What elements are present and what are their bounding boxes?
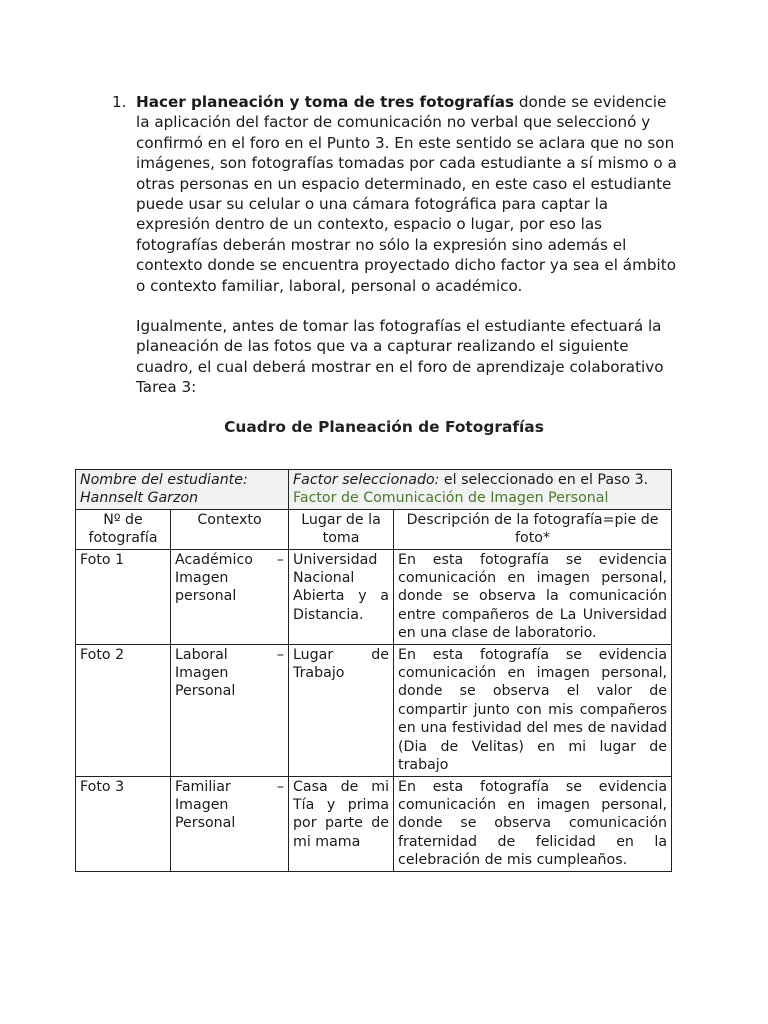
paragraph-instructions [136,92,682,296]
planning-table [75,469,672,872]
table-title: Cuadro de Planeación de Fotografías [224,418,544,436]
list-item-1 [112,92,682,398]
paragraph-planning: Igualmente, antes de tomar las fotografías el estudiante efectuará la planeación de las fotos que va a capturar realizando el siguiente cuadro, el cual deberá mostrar en el foro de aprendizaje colaborativo Tarea 3: [136,317,664,397]
foto-cell: Foto 2 [76,644,171,776]
foto-cell: Foto 3 [76,776,171,871]
column-header-lugar: Lugar de la toma [289,509,394,549]
descripcion-cell: En esta fotografía se evidencia comunicación en imagen personal, donde se observa la comunicación entre compañeros de La Universidad en una clase de laboratorio. [394,549,672,644]
column-header-foto: Nº de fotografía [76,509,171,549]
contexto-cell: Laboral – Imagen Personal [171,644,289,776]
factor-label: Factor seleccionado: [293,472,440,488]
descripcion-cell: En esta fotografía se evidencia comunicación en imagen personal, donde se observa el valor de compartir junto con mis compañeros en una festividad del mes de navidad (Dia de Velitas) en mi lugar de trabajo [394,644,672,776]
list-number: 1. [112,93,127,111]
student-name-cell: Nombre del estudiante: Hannselt Garzon [76,470,289,510]
list-item-body [136,92,682,398]
table-row [76,549,672,644]
column-header-descripcion: Descripción de la fotografía=pie de foto* [394,509,672,549]
factor-rest: el seleccionado en el Paso 3. [439,472,649,488]
table-header-row [76,470,672,510]
column-header-contexto: Contexto [171,509,289,549]
factor-cell [289,470,672,510]
foto-cell: Foto 1 [76,549,171,644]
lugar-cell: Casa de mi Tía y prima por parte de mi mama [289,776,394,871]
table-row [76,644,672,776]
factor-value: Factor de Comunicación de Imagen Personal [293,490,609,507]
table-column-headers [76,509,672,549]
descripcion-cell: En esta fotografía se evidencia comunicación en imagen personal, donde se observa comunicación fraternidad de felicidad en la celebración de mis cumpleaños. [394,776,672,871]
contexto-cell: Académico – Imagen personal [171,549,289,644]
lugar-cell: Lugar de Trabajo [289,644,394,776]
paragraph-instructions-text: donde se evidencie la aplicación del factor de comunicación no verbal que seleccionó y confirmó en el foro en el Punto 3. En este sentido se aclara que no son imágenes, son fotografías tomadas por cada estudiante a sí mismo o a otras personas en un espacio determinado, en este caso el estudiante puede usar su celular o una cámara fotográfica para captar la expresión dentro de un contexto, espacio o lugar, por eso las fotografías deberán mostrar no sólo la expresión sino además el contexto donde se encuentra proyectado dicho factor ya sea el ámbito o contexto familiar, laboral, personal o académico. [136,93,677,295]
table-row [76,776,672,871]
bold-lead: Hacer planeación y toma de tres fotografías [136,93,514,111]
lugar-cell: Universidad Nacional Abierta y a Distancia. [289,549,394,644]
contexto-cell: Familiar – Imagen Personal [171,776,289,871]
